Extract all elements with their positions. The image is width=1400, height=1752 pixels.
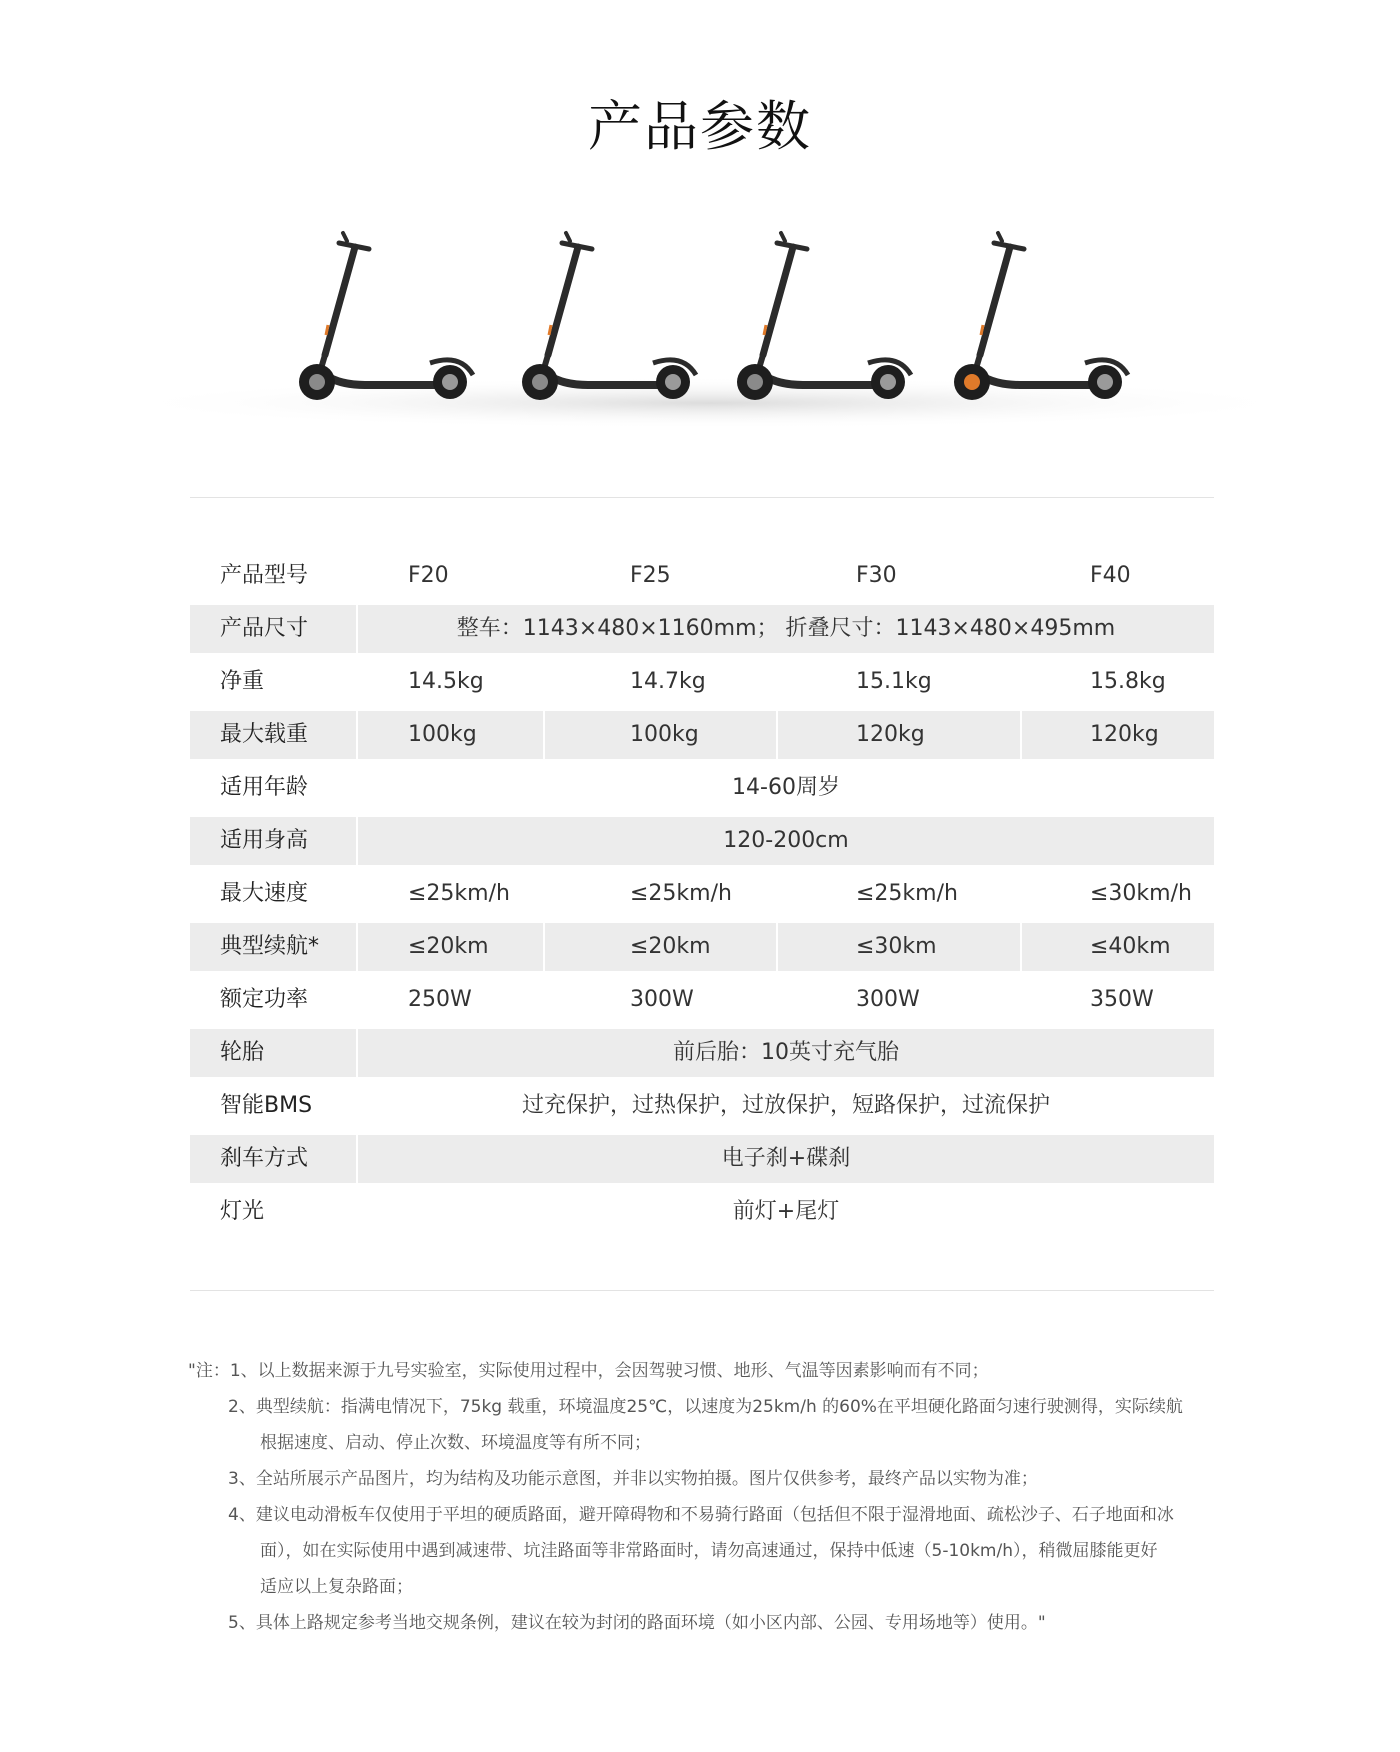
spec-value: ≤40km — [1090, 934, 1171, 959]
spec-value: 15.1kg — [856, 669, 932, 694]
footnote-line: 根据速度、启动、停止次数、环境温度等有所不同； — [260, 1433, 651, 1453]
spec-value: ≤20km — [630, 934, 711, 959]
spec-value: 100kg — [630, 722, 699, 747]
footnote-line: "注：1、以上数据来源于九号实验室，实际使用过程中，会因驾驶习惯、地形、气温等因素影响而有不同； — [188, 1361, 989, 1381]
spec-value: F20 — [408, 563, 449, 588]
scooter-icon — [954, 233, 1128, 400]
spec-label: 适用身高 — [220, 828, 309, 853]
spec-value: 过充保护，过热保护，过放保护，短路保护，过流保护 — [521, 1093, 1050, 1118]
footnotes — [188, 1353, 1228, 1641]
spec-table — [190, 552, 1214, 1241]
scooter-icon — [299, 233, 473, 400]
spec-value: 14-60周岁 — [732, 775, 840, 800]
spec-row-size — [190, 605, 1214, 653]
spec-label: 最大速度 — [220, 881, 309, 906]
spec-label: 产品尺寸 — [220, 616, 309, 641]
spec-value: 120kg — [856, 722, 925, 747]
spec-label: 轮胎 — [220, 1040, 265, 1065]
spec-value: ≤25km/h — [856, 881, 958, 906]
spec-label: 适用年龄 — [220, 775, 309, 800]
spec-label: 刹车方式 — [220, 1146, 309, 1171]
spec-value: ≤25km/h — [630, 881, 732, 906]
footnote-line: 2、典型续航：指满电情况下，75kg 载重，环境温度25℃，以速度为25km/h 的60%在平坦硬化路面匀速行驶测得，实际续航 — [228, 1397, 1183, 1417]
spec-row-max-load — [190, 711, 1214, 759]
footnote-line: 5、具体上路规定参考当地交规条例，建议在较为封闭的路面环境（如小区内部、公园、专用场地等）使用。" — [228, 1613, 1046, 1633]
spec-value: 前后胎：10英寸充气胎 — [673, 1040, 899, 1065]
footnote-line: 面），如在实际使用中遇到减速带、坑洼路面等非常路面时，请勿高速通过，保持中低速（5-10km/h），稍微屈膝能更好 — [260, 1541, 1158, 1561]
spec-value: ≤30km — [856, 934, 937, 959]
spec-row-bms — [190, 1082, 1214, 1130]
spec-label: 额定功率 — [220, 987, 309, 1012]
spec-row-power — [190, 976, 1214, 1024]
spec-row-speed — [190, 870, 1214, 918]
spec-label: 净重 — [220, 669, 265, 694]
spec-value: 15.8kg — [1090, 669, 1166, 694]
spec-value: 250W — [408, 987, 472, 1012]
page-title: 产品参数 — [588, 95, 812, 158]
spec-value: 电子刹+碟刹 — [721, 1146, 851, 1171]
spec-value: F25 — [630, 563, 671, 588]
scooter-icon — [522, 233, 696, 400]
spec-row-age — [190, 764, 1214, 812]
spec-row-tire — [190, 1029, 1214, 1077]
spec-value: ≤20km — [408, 934, 489, 959]
spec-value: ≤30km/h — [1090, 881, 1192, 906]
spec-value: F40 — [1090, 563, 1131, 588]
spec-label: 智能BMS — [220, 1093, 313, 1118]
bottom-divider — [190, 1290, 1214, 1291]
spec-value: 整车：1143×480×1160mm； 折叠尺寸：1143×480×495mm — [456, 616, 1116, 641]
spec-value: 350W — [1090, 987, 1154, 1012]
spec-row-brake — [190, 1135, 1214, 1183]
spec-row-model — [190, 552, 1214, 600]
spec-row-light — [190, 1188, 1214, 1236]
spec-value: 14.5kg — [408, 669, 484, 694]
top-divider — [190, 497, 1214, 498]
footnote-line: 3、全站所展示产品图片，均为结构及功能示意图，并非以实物拍摄。图片仅供参考，最终产品以实物为准； — [228, 1469, 1038, 1489]
spec-label: 最大载重 — [220, 722, 309, 747]
product-lineup-image — [0, 225, 1400, 465]
spec-value: 300W — [856, 987, 920, 1012]
spec-value: 120kg — [1090, 722, 1159, 747]
footnote-line: 适应以上复杂路面； — [260, 1577, 413, 1597]
spec-value: 前灯+尾灯 — [732, 1199, 840, 1224]
spec-value: 300W — [630, 987, 694, 1012]
spec-value: ≤25km/h — [408, 881, 510, 906]
spec-value: F30 — [856, 563, 897, 588]
spec-row-range — [190, 923, 1214, 971]
spec-label: 灯光 — [220, 1199, 265, 1224]
spec-value: 120-200cm — [723, 828, 849, 853]
spec-value: 14.7kg — [630, 669, 706, 694]
footnote-line: 4、建议电动滑板车仅使用于平坦的硬质路面，避开障碍物和不易骑行路面（包括但不限于湿滑地面、疏松沙子、石子地面和冰 — [228, 1505, 1174, 1525]
spec-value: 100kg — [408, 722, 477, 747]
spec-label: 产品型号 — [220, 563, 309, 588]
spec-label: 典型续航* — [220, 934, 320, 959]
scooter-icon — [737, 233, 911, 400]
spec-row-weight — [190, 658, 1214, 706]
spec-row-height — [190, 817, 1214, 865]
